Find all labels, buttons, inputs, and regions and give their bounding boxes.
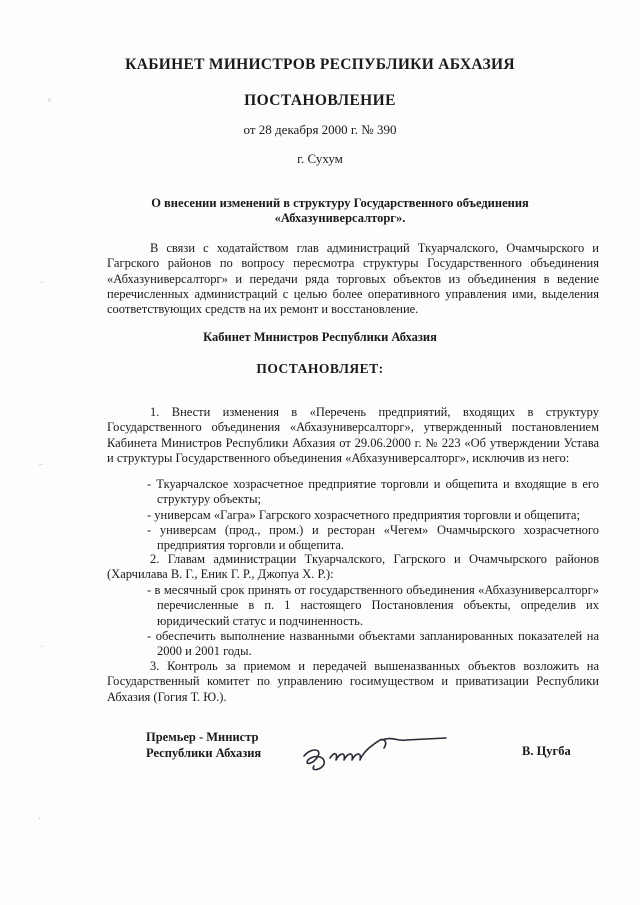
scan-artifact: ·	[40, 642, 44, 653]
organization-title: КАБИНЕТ МИНИСТРОВ РЕСПУБЛИКИ АБХАЗИЯ	[125, 56, 515, 73]
scan-artifact: ⁻	[38, 462, 44, 473]
clause-3: 3. Контроль за приемом и передачей вышеназванных объектов возложить на Государственный комитет по управлению госимуществом и приватизации Республики Абхазия (Гогия Т. Ю.).	[107, 659, 599, 704]
scan-artifact: ·	[38, 814, 42, 825]
scan-artifact: ·	[40, 278, 44, 289]
signatory-name: В. Цугба	[522, 744, 571, 758]
signatory-position	[146, 730, 261, 761]
resolves-heading: ПОСТАНОВЛЯЕТ:	[256, 361, 384, 376]
issuer-line: Кабинет Министров Республики Абхазия	[203, 330, 437, 344]
signatory-position-line1: Премьер - Министр	[146, 730, 259, 744]
document-city: г. Сухум	[297, 151, 343, 166]
preamble-paragraph: В связи с ходатайством глав администраций Ткуарчалского, Очамчырского и Гагрского районов по вопросу пересмотра структуры Государственного объединения «Абхазуниверсалторг» и передачи ряда торговых объектов из объединения в ведение перечисленных администраций с целью более оперативного управления ими, выделения соответствующих средств на их ремонт и восстановление.	[107, 241, 599, 317]
handwritten-signature	[296, 718, 456, 778]
document-type: ПОСТАНОВЛЕНИЕ	[244, 92, 396, 109]
clause-1-list	[143, 477, 599, 553]
list-item: - Ткуарчалское хозрасчетное предприятие торговли и общепита и входящие в его структуру объекты;	[147, 477, 599, 507]
clause-2-list	[143, 583, 599, 659]
list-item: - универсам «Гагра» Гагрского хозрасчетного предприятия торговли и общепита;	[147, 507, 580, 522]
list-item: - в месячный срок принять от государственного объединения «Абхазуниверсалторг» перечисленные в п. 1 настоящего Постановления объекты, определив их юридический статус и подчиненность.	[147, 583, 599, 628]
document-subject: О внесении изменений в структуру Государственного объединения «Абхазуниверсалторг».	[151, 196, 529, 225]
list-item: - универсам (прод., пром.) и ресторан «Чегем» Очамчырского хозрасчетного предприятия торговли и общепита.	[147, 522, 599, 553]
signatory-position-line2: Республики Абхазия	[146, 745, 262, 760]
list-item: - обеспечить выполнение названными объектами запланированных показателей на 2000 и 2001 годы.	[147, 628, 599, 659]
clause-1: 1. Внести изменения в «Перечень предприятий, входящих в структуру Государственного объединения «Абхазуниверсалторг», утвержденный постановлением Кабинета Министров Республики Абхазия от 29.06.2000 г. № 223 «Об утверждении Устава и структуры Государственного объединения «Абхазуниверсалторг», исключив из него:	[107, 405, 599, 465]
document-date-number: от 28 декабря 2000 г. № 390	[243, 122, 397, 137]
scan-artifact: ⁿ	[48, 96, 52, 107]
clause-2: 2. Главам администрации Ткуарчалского, Гагрского и Очамчырского районов (Харчилава В. Г., Еник Г. Р., Джопуа Х. Р.):	[107, 552, 599, 582]
